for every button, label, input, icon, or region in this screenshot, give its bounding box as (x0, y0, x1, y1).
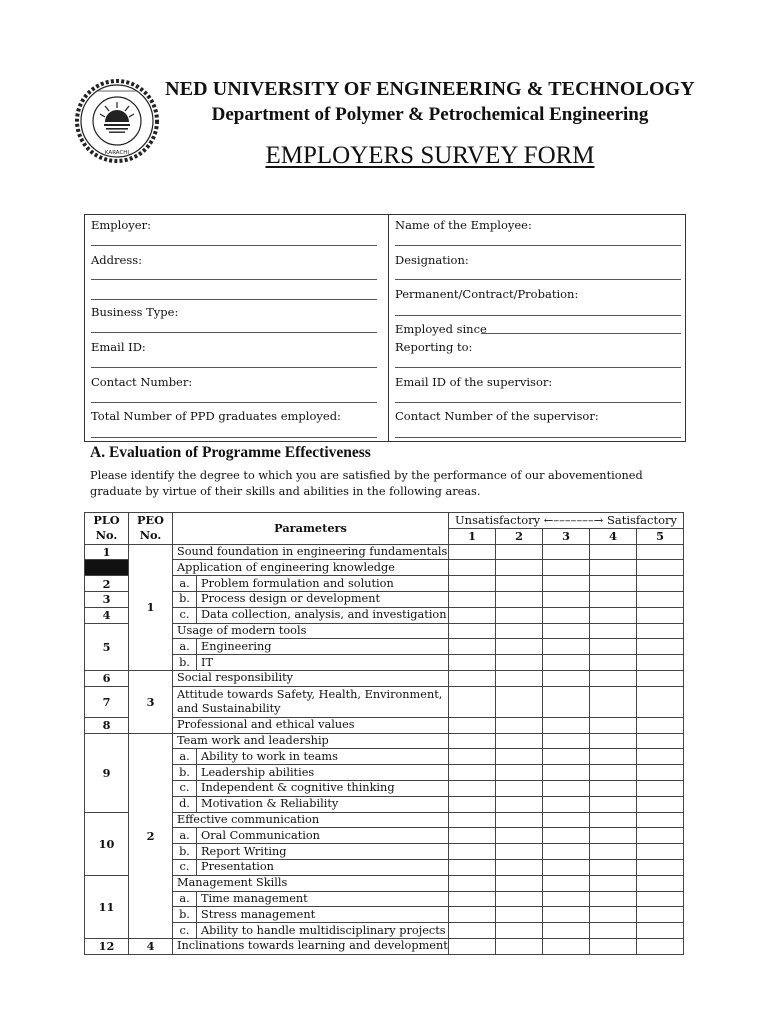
supervisor-email-label: Email ID of the supervisor: (395, 375, 553, 389)
table-row (85, 859, 684, 875)
rating-cell-5[interactable] (637, 891, 684, 907)
peo-cell: 3 (129, 670, 173, 733)
parameter-label: Application of engineering knowledge (173, 560, 449, 576)
table-row (85, 907, 684, 923)
rating-cell-4[interactable] (590, 923, 637, 939)
table-header-row (85, 513, 684, 529)
rating-cell-5[interactable] (637, 780, 684, 796)
rating-cell-2[interactable] (496, 576, 543, 592)
parameter-label: Time management (197, 891, 449, 907)
rating-cell-2[interactable] (496, 623, 543, 639)
rating-cell-1[interactable] (449, 717, 496, 733)
rating-cell-3[interactable] (543, 859, 590, 875)
rating-cell-4[interactable] (590, 733, 637, 749)
plo-cell: 11 (85, 875, 129, 938)
table-row (85, 717, 684, 733)
table-row (85, 544, 684, 560)
rating-cell-2[interactable] (496, 796, 543, 812)
designation-field[interactable] (395, 279, 681, 280)
rating-cell-1[interactable] (449, 686, 496, 717)
employment-type-field[interactable] (395, 315, 681, 316)
rating-cell-5[interactable] (637, 655, 684, 671)
scale-point-1: 1 (449, 528, 496, 544)
table-row (85, 623, 684, 639)
peo-cell: 1 (129, 544, 173, 670)
address-field-1[interactable] (91, 279, 377, 280)
parameter-label: Stress management (197, 907, 449, 923)
parameter-label: Sound foundation in engineering fundamentals (173, 544, 449, 560)
section-a-description: Please identify the degree to which you are satisfied by the performance of our abovementioned graduate by virtue of their skills and abilities in the following areas. (90, 469, 643, 498)
rating-cell-4[interactable] (590, 576, 637, 592)
employee-name-label: Name of the Employee: (395, 218, 532, 232)
form-title: EMPLOYERS SURVEY FORM (265, 142, 595, 169)
rating-cell-4[interactable] (590, 670, 637, 686)
section-a-title: A. Evaluation of Programme Effectiveness (90, 444, 371, 461)
plo-blank-cell (85, 560, 129, 576)
employed-since-field[interactable] (481, 333, 681, 334)
rating-cell-3[interactable] (543, 670, 590, 686)
logo-caption: KARACHI (104, 150, 130, 156)
supervisor-email-field[interactable] (395, 402, 681, 403)
table-row (85, 938, 684, 954)
parameter-label: Effective communication (173, 812, 449, 828)
rating-cell-5[interactable] (637, 591, 684, 607)
rating-cell-2[interactable] (496, 639, 543, 655)
supervisor-contact-field[interactable] (395, 437, 681, 438)
sub-item-marker: a. (173, 891, 197, 907)
table-row (85, 560, 684, 576)
employed-since-label: Employed since (395, 322, 487, 336)
rating-cell-4[interactable] (590, 812, 637, 828)
rating-cell-4[interactable] (590, 891, 637, 907)
rating-cell-3[interactable] (543, 828, 590, 844)
parameter-label: Report Writing (197, 844, 449, 860)
rating-cell-3[interactable] (543, 923, 590, 939)
parameter-label: Usage of modern tools (173, 623, 449, 639)
sub-item-marker: c. (173, 607, 197, 623)
table-row (85, 591, 684, 607)
sub-item-marker: a. (173, 639, 197, 655)
rating-cell-1[interactable] (449, 623, 496, 639)
rating-cell-3[interactable] (543, 765, 590, 781)
sub-item-marker: c. (173, 923, 197, 939)
rating-cell-5[interactable] (637, 923, 684, 939)
total-graduates-label: Total Number of PPD graduates employed: (91, 409, 341, 423)
rating-cell-3[interactable] (543, 780, 590, 796)
rating-cell-2[interactable] (496, 780, 543, 796)
rating-cell-1[interactable] (449, 891, 496, 907)
scale-point-5: 5 (637, 528, 684, 544)
rating-cell-2[interactable] (496, 560, 543, 576)
rating-cell-1[interactable] (449, 591, 496, 607)
rating-cell-4[interactable] (590, 844, 637, 860)
rating-cell-3[interactable] (543, 560, 590, 576)
sub-item-marker: c. (173, 780, 197, 796)
rating-cell-2[interactable] (496, 717, 543, 733)
plo-header: PLO No. (85, 513, 129, 545)
parameter-label: Oral Communication (197, 828, 449, 844)
rating-cell-3[interactable] (543, 891, 590, 907)
sub-item-marker: c. (173, 859, 197, 875)
table-row (85, 844, 684, 860)
employment-type-label: Permanent/Contract/Probation: (395, 287, 579, 301)
sub-item-marker: a. (173, 828, 197, 844)
parameter-label: Independent & cognitive thinking (197, 780, 449, 796)
rating-cell-1[interactable] (449, 749, 496, 765)
rating-cell-4[interactable] (590, 655, 637, 671)
employee-name-field[interactable] (395, 245, 681, 246)
rating-cell-5[interactable] (637, 717, 684, 733)
rating-cell-3[interactable] (543, 733, 590, 749)
table-row (85, 780, 684, 796)
rating-cell-5[interactable] (637, 607, 684, 623)
plo-cell: 8 (85, 717, 129, 733)
rating-cell-3[interactable] (543, 576, 590, 592)
rating-cell-1[interactable] (449, 844, 496, 860)
sub-item-marker: b. (173, 591, 197, 607)
rating-cell-5[interactable] (637, 859, 684, 875)
rating-cell-1[interactable] (449, 765, 496, 781)
rating-cell-5[interactable] (637, 938, 684, 954)
parameter-label: Attitude towards Safety, Health, Environment, and Sustainability (173, 686, 449, 717)
rating-cell-1[interactable] (449, 780, 496, 796)
rating-cell-1[interactable] (449, 655, 496, 671)
rating-cell-3[interactable] (543, 907, 590, 923)
rating-cell-1[interactable] (449, 796, 496, 812)
rating-cell-3[interactable] (543, 717, 590, 733)
table-row (85, 576, 684, 592)
rating-cell-1[interactable] (449, 544, 496, 560)
rating-cell-2[interactable] (496, 844, 543, 860)
rating-cell-3[interactable] (543, 796, 590, 812)
university-seal-icon (74, 78, 160, 164)
rating-cell-3[interactable] (543, 875, 590, 891)
rating-cell-1[interactable] (449, 938, 496, 954)
info-divider (388, 215, 389, 441)
sub-item-marker: b. (173, 907, 197, 923)
evaluation-table (84, 512, 684, 955)
rating-cell-5[interactable] (637, 796, 684, 812)
rating-cell-5[interactable] (637, 576, 684, 592)
rating-cell-5[interactable] (637, 623, 684, 639)
parameter-label: Engineering (197, 639, 449, 655)
rating-cell-1[interactable] (449, 828, 496, 844)
rating-cell-3[interactable] (543, 623, 590, 639)
parameter-label: Social responsibility (173, 670, 449, 686)
rating-cell-3[interactable] (543, 607, 590, 623)
address-field-2[interactable] (91, 299, 377, 300)
plo-cell: 10 (85, 812, 129, 875)
rating-cell-2[interactable] (496, 655, 543, 671)
rating-cell-5[interactable] (637, 544, 684, 560)
peo-header: PEO No. (129, 513, 173, 545)
rating-cell-2[interactable] (496, 812, 543, 828)
parameter-label: Motivation & Reliability (197, 796, 449, 812)
employer-label: Employer: (91, 218, 151, 232)
table-row (85, 655, 684, 671)
table-row (85, 686, 684, 717)
plo-cell: 1 (85, 544, 129, 560)
rating-cell-1[interactable] (449, 923, 496, 939)
rating-cell-1[interactable] (449, 733, 496, 749)
rating-cell-5[interactable] (637, 907, 684, 923)
rating-cell-4[interactable] (590, 639, 637, 655)
rating-cell-2[interactable] (496, 591, 543, 607)
rating-cell-2[interactable] (496, 749, 543, 765)
rating-cell-1[interactable] (449, 875, 496, 891)
rating-cell-2[interactable] (496, 891, 543, 907)
table-row (85, 796, 684, 812)
rating-cell-4[interactable] (590, 544, 637, 560)
rating-cell-5[interactable] (637, 812, 684, 828)
parameter-label: Presentation (197, 859, 449, 875)
email-field[interactable] (91, 367, 377, 368)
university-name: NED UNIVERSITY OF ENGINEERING & TECHNOLOGY (165, 78, 695, 100)
rating-cell-3[interactable] (543, 938, 590, 954)
rating-cell-2[interactable] (496, 544, 543, 560)
rating-cell-2[interactable] (496, 686, 543, 717)
rating-cell-2[interactable] (496, 607, 543, 623)
contact-number-field[interactable] (91, 402, 377, 403)
rating-cell-2[interactable] (496, 765, 543, 781)
rating-cell-2[interactable] (496, 938, 543, 954)
rating-cell-2[interactable] (496, 733, 543, 749)
rating-cell-1[interactable] (449, 907, 496, 923)
rating-cell-4[interactable] (590, 938, 637, 954)
rating-cell-1[interactable] (449, 812, 496, 828)
scale-header: Unsatisfactory ←–––––––→ Satisfactory (449, 513, 684, 529)
email-label: Email ID: (91, 340, 146, 354)
rating-cell-4[interactable] (590, 623, 637, 639)
parameter-label: Management Skills (173, 875, 449, 891)
plo-cell: 2 (85, 576, 129, 592)
sub-item-marker: a. (173, 749, 197, 765)
rating-cell-4[interactable] (590, 749, 637, 765)
rating-cell-2[interactable] (496, 875, 543, 891)
peo-cell: 2 (129, 733, 173, 938)
rating-cell-4[interactable] (590, 859, 637, 875)
total-graduates-field[interactable] (91, 437, 377, 438)
sub-item-marker: d. (173, 796, 197, 812)
rating-cell-1[interactable] (449, 560, 496, 576)
rating-cell-5[interactable] (637, 670, 684, 686)
plo-cell: 6 (85, 670, 129, 686)
rating-cell-5[interactable] (637, 765, 684, 781)
sub-item-marker: b. (173, 655, 197, 671)
employer-field[interactable] (91, 245, 377, 246)
rating-cell-2[interactable] (496, 859, 543, 875)
rating-cell-5[interactable] (637, 749, 684, 765)
table-row (85, 765, 684, 781)
supervisor-contact-label: Contact Number of the supervisor: (395, 409, 599, 423)
business-type-field[interactable] (91, 332, 377, 333)
business-type-label: Business Type: (91, 305, 179, 319)
rating-cell-4[interactable] (590, 765, 637, 781)
rating-cell-2[interactable] (496, 670, 543, 686)
rating-cell-1[interactable] (449, 670, 496, 686)
parameter-label: Leadership abilities (197, 765, 449, 781)
rating-cell-3[interactable] (543, 591, 590, 607)
rating-cell-5[interactable] (637, 560, 684, 576)
parameter-label: Team work and leadership (173, 733, 449, 749)
rating-cell-3[interactable] (543, 544, 590, 560)
parameter-label: Inclinations towards learning and development (173, 938, 449, 954)
designation-label: Designation: (395, 253, 469, 267)
employer-info-box (84, 214, 686, 442)
table-row (85, 733, 684, 749)
reporting-to-field[interactable] (395, 367, 681, 368)
rating-cell-5[interactable] (637, 686, 684, 717)
sub-item-marker: b. (173, 844, 197, 860)
table-row (85, 923, 684, 939)
rating-cell-5[interactable] (637, 875, 684, 891)
peo-cell: 4 (129, 938, 173, 954)
rating-cell-1[interactable] (449, 639, 496, 655)
scale-point-2: 2 (496, 528, 543, 544)
parameter-label: Ability to work in teams (197, 749, 449, 765)
scale-point-4: 4 (590, 528, 637, 544)
rating-cell-5[interactable] (637, 733, 684, 749)
rating-cell-4[interactable] (590, 717, 637, 733)
sub-item-marker: a. (173, 576, 197, 592)
rating-cell-3[interactable] (543, 812, 590, 828)
parameter-label: IT (197, 655, 449, 671)
department-name: Department of Polymer & Petrochemical Engineering (211, 104, 649, 125)
parameter-label: Problem formulation and solution (197, 576, 449, 592)
address-label: Address: (91, 253, 143, 267)
parameter-label: Ability to handle multidisciplinary projects (197, 923, 449, 939)
parameter-label: Process design or development (197, 591, 449, 607)
rating-cell-3[interactable] (543, 655, 590, 671)
rating-cell-4[interactable] (590, 796, 637, 812)
rating-cell-2[interactable] (496, 828, 543, 844)
rating-cell-1[interactable] (449, 607, 496, 623)
plo-cell: 5 (85, 623, 129, 670)
plo-cell: 9 (85, 733, 129, 812)
scale-point-3: 3 (543, 528, 590, 544)
parameter-label: Data collection, analysis, and investigation (197, 607, 449, 623)
rating-cell-3[interactable] (543, 686, 590, 717)
evaluation-table-body (85, 544, 684, 954)
plo-cell: 12 (85, 938, 129, 954)
plo-cell: 7 (85, 686, 129, 717)
rating-cell-2[interactable] (496, 923, 543, 939)
parameter-label: Professional and ethical values (173, 717, 449, 733)
rating-cell-4[interactable] (590, 828, 637, 844)
rating-cell-5[interactable] (637, 639, 684, 655)
rating-cell-1[interactable] (449, 576, 496, 592)
sub-item-marker: b. (173, 765, 197, 781)
rating-cell-5[interactable] (637, 828, 684, 844)
reporting-to-label: Reporting to: (395, 340, 473, 354)
table-row (85, 670, 684, 686)
table-row (85, 828, 684, 844)
table-row (85, 891, 684, 907)
table-row (85, 639, 684, 655)
rating-cell-1[interactable] (449, 859, 496, 875)
table-row (85, 749, 684, 765)
parameters-header: Parameters (173, 513, 449, 545)
rating-cell-4[interactable] (590, 591, 637, 607)
plo-cell: 3 (85, 591, 129, 607)
rating-cell-4[interactable] (590, 686, 637, 717)
contact-number-label: Contact Number: (91, 375, 193, 389)
rating-cell-2[interactable] (496, 907, 543, 923)
rating-cell-5[interactable] (637, 844, 684, 860)
rating-cell-4[interactable] (590, 780, 637, 796)
rating-cell-4[interactable] (590, 907, 637, 923)
table-row (85, 607, 684, 623)
table-row (85, 875, 684, 891)
rating-cell-4[interactable] (590, 607, 637, 623)
rating-cell-3[interactable] (543, 749, 590, 765)
rating-cell-3[interactable] (543, 844, 590, 860)
rating-cell-3[interactable] (543, 639, 590, 655)
rating-cell-4[interactable] (590, 560, 637, 576)
plo-cell: 4 (85, 607, 129, 623)
table-row (85, 812, 684, 828)
rating-cell-4[interactable] (590, 875, 637, 891)
